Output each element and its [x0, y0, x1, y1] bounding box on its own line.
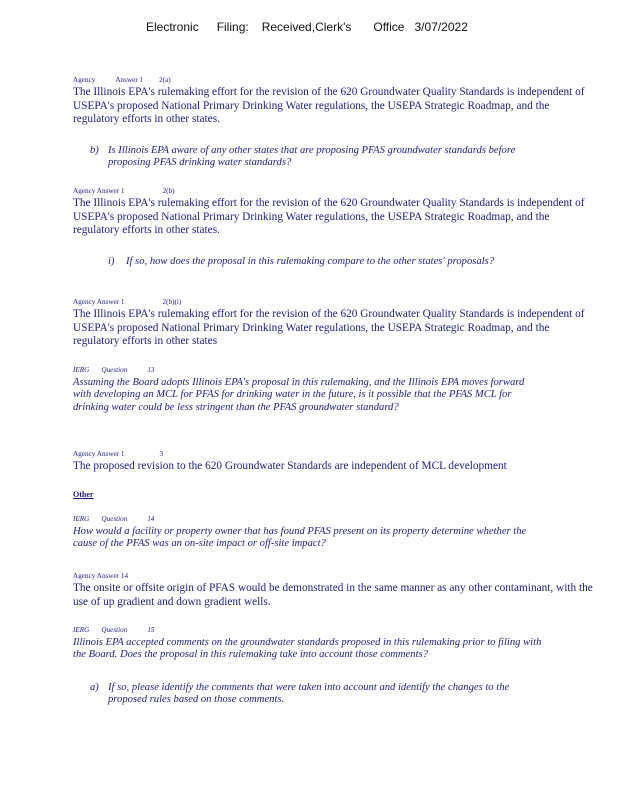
question-2bi [108, 256, 538, 268]
filing-header [146, 20, 468, 34]
question-text: Is Illinois EPA aware of any other states that are proposing PFAS groundwater standards before proposing PFAS drinking water standards? [108, 145, 516, 169]
agency-answer-12bi [73, 298, 593, 349]
question-text: Illinois EPA accepted comments on the groundwater standards proposed in this rulemaking prior to filing with the Board. Does the proposal in this rulemaking take into account those comments? [73, 637, 542, 661]
answer-text: The Illinois EPA's rulemaking effort for the revision of the 620 Groundwater Quality Standards is independent of USEPA's proposed National Primary Drinking Water regulations, the USEPA Strategic Roadmap, and the regulatory efforts in other states. [73, 86, 585, 125]
question-label: IERG Question 15 [73, 626, 155, 634]
answer-text: The onsite or offsite origin of PFAS would be demonstrated in the same manner as any other contaminant, with the use of up gradient and down gradient wells. [73, 582, 593, 608]
question-text: Assuming the Board adopts Illinois EPA's proposal in this rulemaking, and the Illinois EPA moves forward with developing an MCL for PFAS for drinking water in the future, is it possible that the PFAS MCL for drinking water could be less stringent than the PFAS groundwater standard? [73, 377, 525, 413]
question-marker: b) [90, 145, 99, 156]
answer-label: Agency Answer 1 2(a) [73, 76, 171, 84]
question-label: IERG Question 13 [73, 366, 155, 374]
answer-text: The Illinois EPA's rulemaking effort for the revision of the 620 Groundwater Quality Standards is independent of USEPA's proposed National Primary Drinking Water regulations, the USEPA Strategic Roadmap, and the regulatory efforts in other states. [73, 197, 585, 236]
question-15a [90, 682, 538, 706]
other-heading: Other [73, 490, 94, 499]
question-marker: a) [90, 682, 99, 693]
answer-label: Agency Answer 1 2(b)(i) [73, 298, 182, 306]
answer-label: Agency Answer 1 2(b) [73, 187, 175, 195]
header-office: Office [373, 20, 405, 34]
ierg-question-15 [73, 626, 543, 662]
question-text: How would a facility or property owner that has found PFAS present on its property determine whether the cause of the PFAS was an on-site impact or off-site impact? [73, 526, 527, 550]
question-2b [90, 145, 538, 169]
header-electronic: Electronic [146, 20, 199, 34]
question-text: If so, how does the proposal in this rulemaking compare to the other states' proposals? [126, 256, 495, 267]
header-date: 3/07/2022 [414, 20, 468, 34]
question-label: IERG Question 14 [73, 515, 155, 523]
agency-answer-14 [73, 572, 603, 609]
agency-answer-12b [73, 187, 593, 238]
answer-label: Agency Answer 1 3 [73, 450, 164, 458]
answer-text: The Illinois EPA's rulemaking effort for the revision of the 620 Groundwater Quality Standards is independent of USEPA's proposed National Primary Drinking Water regulations, the USEPA Strategic Roadmap, and the regulatory efforts in other states [73, 308, 585, 347]
ierg-question-13 [73, 366, 543, 414]
question-marker: i) [108, 256, 115, 267]
ierg-question-14 [73, 515, 543, 551]
agency-answer-12a [73, 76, 593, 127]
answer-text: The proposed revision to the 620 Groundwater Standards are independent of MCL development [73, 460, 507, 472]
header-filing: Filing: [216, 20, 249, 34]
question-text: If so, please identify the comments that were taken into account and identify the changes to the proposed rules based on those comments. [108, 682, 510, 706]
agency-answer-13 [73, 450, 593, 474]
answer-label: Agency Answer 14 [73, 572, 129, 580]
header-received: Received,Clerk's [261, 20, 352, 34]
